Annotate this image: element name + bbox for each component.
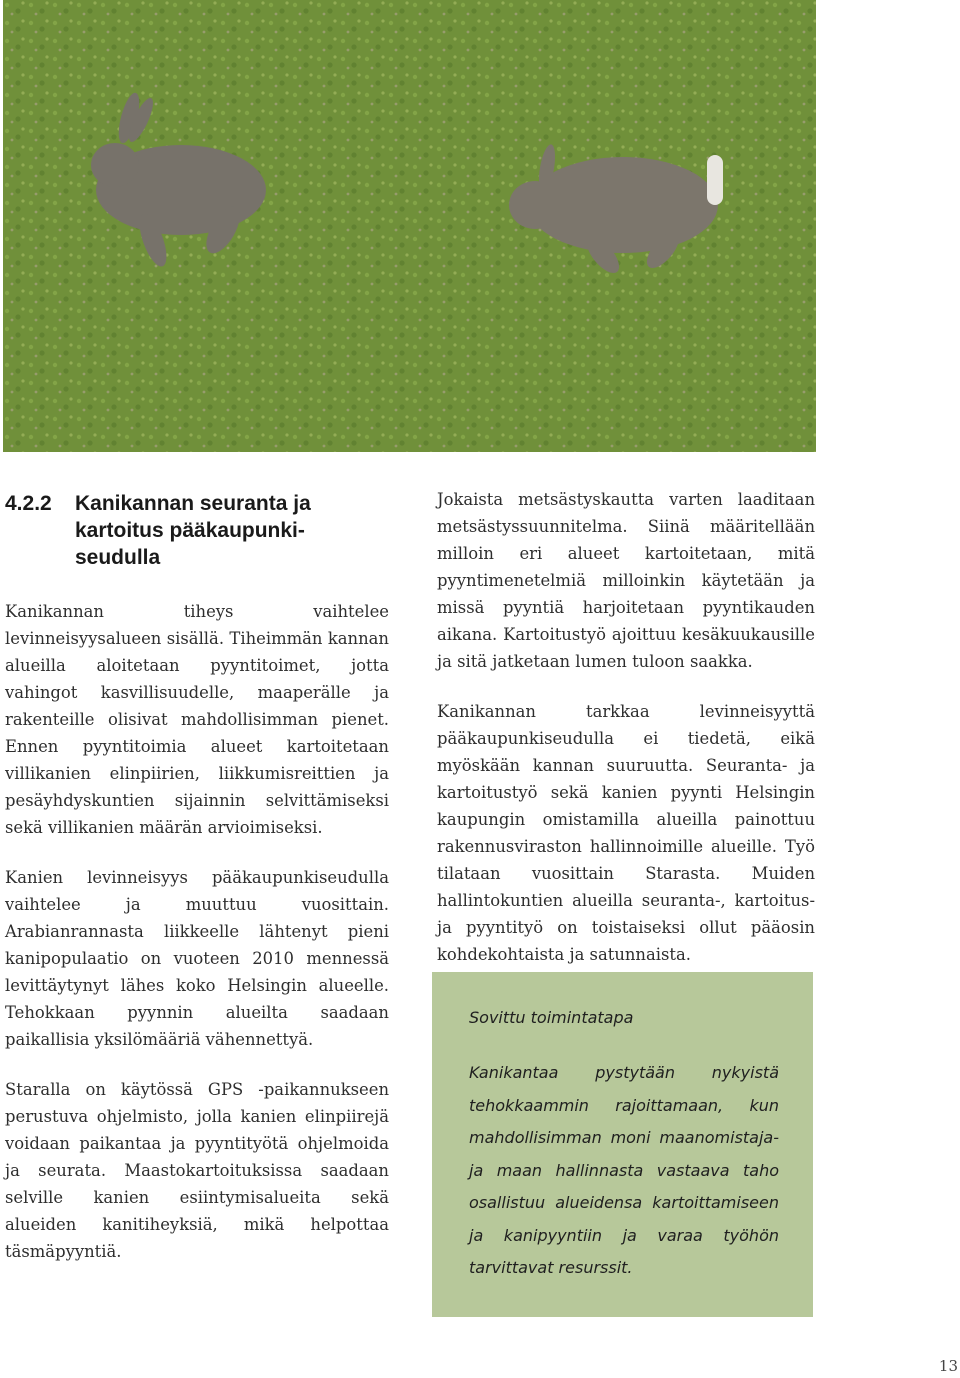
paragraph: Staralla on käytössä GPS -paikannukseen perustuva ohjelmisto, jolla kanien elinpiirejä voidaan paikantaa ja pyyntityötä ohjelmoida ja seurata. Maastokartoituksissa saadaan selville kanien esiintymisalueita sekä alueiden kanitiheyksiä, mikä helpottaa täsmäpyyntiä. (5, 1080, 389, 1261)
paragraph: Kanien levinneisyys pääkaupunkiseudulla vaihtelee ja muuttuu vuosittain. Arabianrannasta liikkeelle lähtenyt pieni kanipopulaatio on vuoteen 2010 mennessä levittäytynyt lähes koko Helsingin alueelle. Tehokkaan pyynnin alueilta saadaan paikallisia yksilömääriä vähennettyä. (5, 868, 389, 1049)
paragraph: Kanikannan tiheys vaihtelee levinneisyysalueen sisällä. Tiheimmän kannan alueilla aloitetaan pyyntitoimet, jotta vahingot kasvillisuudelle, maaperälle ja rakenteille olisivat mahdollisimman pienet. Ennen pyyntitoimia alueet kartoitetaan villikanien elinpiirien, liikkumisreittien ja pesäyhdyskuntien sijainnin selvittämiseksi sekä villikanien määrän arvioimiseksi. (5, 602, 389, 837)
section-heading (5, 490, 405, 569)
paragraph: Kanikannan tarkkaa levinneisyyttä pääkaupunkiseudulla ei tiedetä, eikä myöskään kannan suuruutta. Seuranta- ja kartoitustyö sekä kanien pyynti Helsingin kaupungin omistamilla alueilla painottuu rakennusviraston hallinnoimille alueille. Työ tilataan vuosittain Starasta. Muiden hallintokuntien alueilla seuranta-, kartoitus- ja pyyntityö on toistaiseksi ollut pääosin kohdekohtaista ja satunnaista. (437, 702, 815, 964)
note-box (432, 972, 813, 1317)
right-column (437, 486, 815, 968)
rabbits-photo (3, 0, 816, 452)
left-column (5, 598, 389, 1265)
grass-field-image (3, 0, 816, 452)
note-body: Kanikantaa pystytään nykyistä tehokkaammin rajoittamaan, kun mahdollisimman moni maanomistaja- ja maan hallinnasta vastaava taho osallistuu alueidensa kartoittamiseen ja kanipyyntiin ja varaa työhön tarvittavat resurssit. (469, 1063, 779, 1277)
page-number: 13 (938, 1357, 958, 1375)
note-title: Sovittu toimintatapa (469, 1008, 634, 1027)
section-number: 4.2.2 (5, 492, 52, 515)
section-title: Kanikannan seuranta ja kartoitus pääkaupunki-seudulla (75, 492, 311, 569)
paragraph: Jokaista metsästyskautta varten laaditaan metsästyssuunnitelma. Siinä määritellään milloin eri alueet kartoitetaan, mitä pyyntimenetelmiä milloinkin käytetään ja missä pyyntiä harjoitetaan pyyntikauden aikana. Kartoitustyö ajoittuu kesäkuukausille ja sitä jatketaan lumen tuloon saakka. (437, 490, 815, 671)
